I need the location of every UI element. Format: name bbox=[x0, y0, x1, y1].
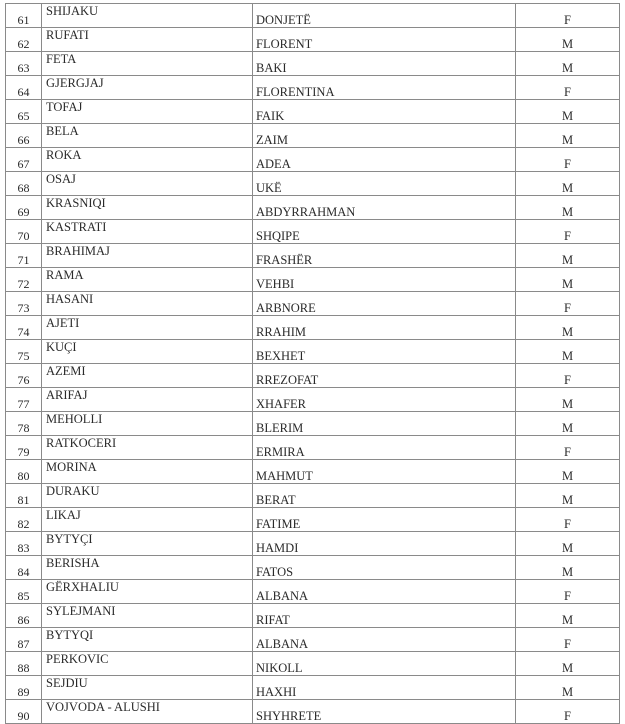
table-row bbox=[6, 412, 620, 436]
row-number: 61 bbox=[6, 4, 42, 28]
gender-cell: M bbox=[516, 340, 620, 364]
table-row bbox=[6, 316, 620, 340]
table-row bbox=[6, 196, 620, 220]
first-name-cell: RIFAT bbox=[253, 604, 516, 628]
row-number: 72 bbox=[6, 268, 42, 292]
surname-cell: SHIJAKU bbox=[42, 4, 253, 28]
table-row bbox=[6, 508, 620, 532]
table-row bbox=[6, 556, 620, 580]
table-row bbox=[6, 4, 620, 28]
first-name-cell: FLORENTINA bbox=[253, 76, 516, 100]
gender-cell: M bbox=[516, 460, 620, 484]
first-name-cell: MAHMUT bbox=[253, 460, 516, 484]
surname-cell: DURAKU bbox=[42, 484, 253, 508]
table-row bbox=[6, 484, 620, 508]
surname-cell: OSAJ bbox=[42, 172, 253, 196]
surname-cell: VOJVODA - ALUSHI bbox=[42, 700, 253, 724]
surname-cell: BYTYÇI bbox=[42, 532, 253, 556]
first-name-cell: SHYHRETE bbox=[253, 700, 516, 724]
first-name-cell: HAMDI bbox=[253, 532, 516, 556]
first-name-cell: BERAT bbox=[253, 484, 516, 508]
row-number: 71 bbox=[6, 244, 42, 268]
first-name-cell: BEXHET bbox=[253, 340, 516, 364]
table-row bbox=[6, 340, 620, 364]
table-row bbox=[6, 172, 620, 196]
table-row bbox=[6, 148, 620, 172]
surname-cell: SEJDIU bbox=[42, 676, 253, 700]
surname-cell: AJETI bbox=[42, 316, 253, 340]
row-number: 86 bbox=[6, 604, 42, 628]
row-number: 64 bbox=[6, 76, 42, 100]
table-row bbox=[6, 76, 620, 100]
name-list-body bbox=[6, 4, 620, 724]
gender-cell: M bbox=[516, 196, 620, 220]
row-number: 76 bbox=[6, 364, 42, 388]
gender-cell: F bbox=[516, 508, 620, 532]
row-number: 82 bbox=[6, 508, 42, 532]
surname-cell: GËRXHALIU bbox=[42, 580, 253, 604]
surname-cell: SYLEJMANI bbox=[42, 604, 253, 628]
table-row bbox=[6, 460, 620, 484]
gender-cell: F bbox=[516, 4, 620, 28]
row-number: 66 bbox=[6, 124, 42, 148]
surname-cell: AZEMI bbox=[42, 364, 253, 388]
surname-cell: BELA bbox=[42, 124, 253, 148]
row-number: 78 bbox=[6, 412, 42, 436]
first-name-cell: ARBNORE bbox=[253, 292, 516, 316]
surname-cell: BYTYQI bbox=[42, 628, 253, 652]
table-row bbox=[6, 700, 620, 724]
row-number: 85 bbox=[6, 580, 42, 604]
surname-cell: ARIFAJ bbox=[42, 388, 253, 412]
first-name-cell: RRAHIM bbox=[253, 316, 516, 340]
surname-cell: TOFAJ bbox=[42, 100, 253, 124]
first-name-cell: FLORENT bbox=[253, 28, 516, 52]
gender-cell: M bbox=[516, 244, 620, 268]
table-row bbox=[6, 268, 620, 292]
surname-cell: BRAHIMAJ bbox=[42, 244, 253, 268]
surname-cell: GJERGJAJ bbox=[42, 76, 253, 100]
surname-cell: MEHOLLI bbox=[42, 412, 253, 436]
first-name-cell: DONJETË bbox=[253, 4, 516, 28]
gender-cell: M bbox=[516, 124, 620, 148]
row-number: 80 bbox=[6, 460, 42, 484]
gender-cell: M bbox=[516, 532, 620, 556]
surname-cell: RATKOCERI bbox=[42, 436, 253, 460]
surname-cell: HASANI bbox=[42, 292, 253, 316]
row-number: 84 bbox=[6, 556, 42, 580]
first-name-cell: HAXHI bbox=[253, 676, 516, 700]
surname-cell: KASTRATI bbox=[42, 220, 253, 244]
table-row bbox=[6, 676, 620, 700]
gender-cell: F bbox=[516, 76, 620, 100]
table-row bbox=[6, 652, 620, 676]
surname-cell: BERISHA bbox=[42, 556, 253, 580]
table-row bbox=[6, 628, 620, 652]
row-number: 83 bbox=[6, 532, 42, 556]
first-name-cell: UKË bbox=[253, 172, 516, 196]
surname-cell: KUÇI bbox=[42, 340, 253, 364]
first-name-cell: VEHBI bbox=[253, 268, 516, 292]
first-name-cell: ABDYRRAHMAN bbox=[253, 196, 516, 220]
surname-cell: PERKOVIC bbox=[42, 652, 253, 676]
gender-cell: F bbox=[516, 364, 620, 388]
gender-cell: F bbox=[516, 436, 620, 460]
first-name-cell: XHAFER bbox=[253, 388, 516, 412]
gender-cell: M bbox=[516, 556, 620, 580]
row-number: 62 bbox=[6, 28, 42, 52]
surname-cell: RAMA bbox=[42, 268, 253, 292]
surname-cell: KRASNIQI bbox=[42, 196, 253, 220]
first-name-cell: NIKOLL bbox=[253, 652, 516, 676]
first-name-cell: BAKI bbox=[253, 52, 516, 76]
first-name-cell: FRASHËR bbox=[253, 244, 516, 268]
table-row bbox=[6, 52, 620, 76]
table-row bbox=[6, 580, 620, 604]
row-number: 77 bbox=[6, 388, 42, 412]
surname-cell: RUFATI bbox=[42, 28, 253, 52]
first-name-cell: ZAIM bbox=[253, 124, 516, 148]
gender-cell: M bbox=[516, 412, 620, 436]
row-number: 65 bbox=[6, 100, 42, 124]
gender-cell: M bbox=[516, 388, 620, 412]
gender-cell: F bbox=[516, 148, 620, 172]
table-row bbox=[6, 292, 620, 316]
row-number: 88 bbox=[6, 652, 42, 676]
gender-cell: M bbox=[516, 316, 620, 340]
row-number: 81 bbox=[6, 484, 42, 508]
table-row bbox=[6, 244, 620, 268]
row-number: 67 bbox=[6, 148, 42, 172]
gender-cell: M bbox=[516, 268, 620, 292]
row-number: 87 bbox=[6, 628, 42, 652]
table-row bbox=[6, 436, 620, 460]
table-row bbox=[6, 124, 620, 148]
gender-cell: F bbox=[516, 292, 620, 316]
first-name-cell: ALBANA bbox=[253, 628, 516, 652]
first-name-cell: BLERIM bbox=[253, 412, 516, 436]
surname-cell: ROKA bbox=[42, 148, 253, 172]
gender-cell: M bbox=[516, 604, 620, 628]
table-row bbox=[6, 28, 620, 52]
gender-cell: M bbox=[516, 52, 620, 76]
table-row bbox=[6, 388, 620, 412]
gender-cell: M bbox=[516, 676, 620, 700]
row-number: 70 bbox=[6, 220, 42, 244]
surname-cell: MORINA bbox=[42, 460, 253, 484]
row-number: 73 bbox=[6, 292, 42, 316]
first-name-cell: SHQIPE bbox=[253, 220, 516, 244]
row-number: 68 bbox=[6, 172, 42, 196]
gender-cell: M bbox=[516, 484, 620, 508]
row-number: 79 bbox=[6, 436, 42, 460]
table-row bbox=[6, 532, 620, 556]
surname-cell: FETA bbox=[42, 52, 253, 76]
surname-cell: LIKAJ bbox=[42, 508, 253, 532]
row-number: 75 bbox=[6, 340, 42, 364]
gender-cell: M bbox=[516, 28, 620, 52]
gender-cell: M bbox=[516, 100, 620, 124]
row-number: 74 bbox=[6, 316, 42, 340]
first-name-cell: ADEA bbox=[253, 148, 516, 172]
name-list-table bbox=[5, 3, 620, 724]
first-name-cell: ERMIRA bbox=[253, 436, 516, 460]
table-row bbox=[6, 220, 620, 244]
table-row bbox=[6, 604, 620, 628]
row-number: 89 bbox=[6, 676, 42, 700]
row-number: 69 bbox=[6, 196, 42, 220]
gender-cell: F bbox=[516, 580, 620, 604]
first-name-cell: FATOS bbox=[253, 556, 516, 580]
first-name-cell: FATIME bbox=[253, 508, 516, 532]
row-number: 90 bbox=[6, 700, 42, 724]
gender-cell: F bbox=[516, 628, 620, 652]
first-name-cell: FAIK bbox=[253, 100, 516, 124]
first-name-cell: RREZOFAT bbox=[253, 364, 516, 388]
gender-cell: M bbox=[516, 172, 620, 196]
table-row bbox=[6, 364, 620, 388]
gender-cell: M bbox=[516, 652, 620, 676]
gender-cell: F bbox=[516, 220, 620, 244]
first-name-cell: ALBANA bbox=[253, 580, 516, 604]
row-number: 63 bbox=[6, 52, 42, 76]
gender-cell: F bbox=[516, 700, 620, 724]
table-row bbox=[6, 100, 620, 124]
